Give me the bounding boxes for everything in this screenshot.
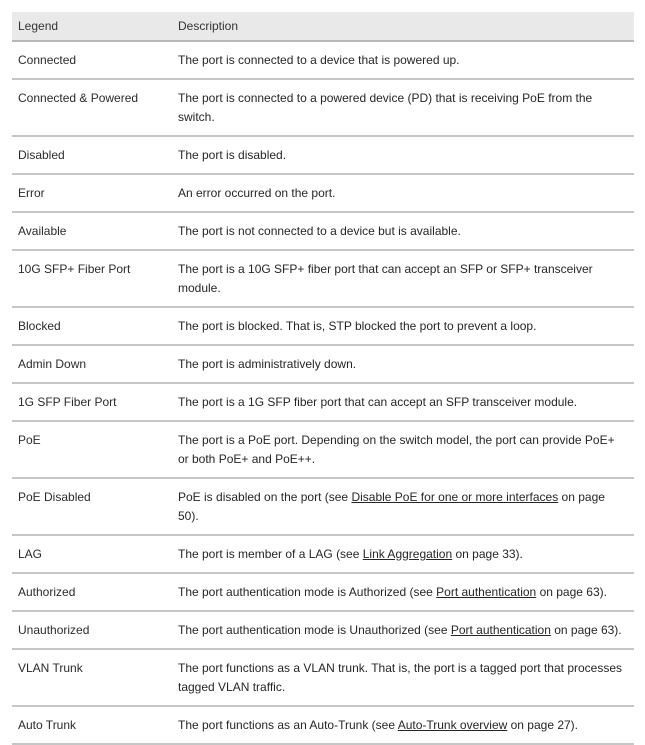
table-row (12, 478, 634, 535)
description-text: The port functions as a VLAN trunk. That is, the port is a tagged port that processes tagged VLAN traffic. (178, 661, 623, 694)
legend-cell: PoE (12, 421, 172, 478)
legend-cell: LAG (12, 535, 172, 573)
description-column-header: Description (172, 12, 634, 41)
legend-cell: Authorized (12, 573, 172, 611)
description-text: The port is disabled. (178, 148, 287, 162)
table-row (12, 250, 634, 307)
description-cell (172, 307, 634, 345)
description-cell (172, 79, 634, 136)
description-text: The port is connected to a device that is powered up. (178, 53, 460, 67)
table-row (12, 649, 634, 706)
legend-cell: Auto Trunk (12, 706, 172, 744)
cross-reference-link[interactable]: Port authentication (436, 585, 537, 599)
table-row (12, 611, 634, 649)
legend-table (12, 12, 634, 745)
legend-cell: Unauthorized (12, 611, 172, 649)
cross-reference-link[interactable]: Link Aggregation (362, 547, 453, 561)
description-text: The port is connected to a powered device (PD) that is receiving PoE from the switch. (178, 91, 593, 124)
table-body (12, 41, 634, 744)
description-text: The port is blocked. That is, STP blocked the port to prevent a loop. (178, 319, 537, 333)
description-cell (172, 478, 634, 535)
legend-cell: Blocked (12, 307, 172, 345)
legend-column-header: Legend (12, 12, 172, 41)
legend-table-container (12, 12, 634, 745)
legend-cell: Available (12, 212, 172, 250)
description-text: on page 33). (452, 547, 523, 561)
description-cell (172, 250, 634, 307)
description-cell (172, 174, 634, 212)
description-text: on page 63). (550, 623, 622, 637)
table-row (12, 383, 634, 421)
description-cell (172, 212, 634, 250)
description-text: The port authentication mode is Authorized (see (178, 585, 437, 599)
legend-cell: PoE Disabled (12, 478, 172, 535)
legend-cell: 10G SFP+ Fiber Port (12, 250, 172, 307)
description-cell (172, 535, 634, 573)
legend-cell: Admin Down (12, 345, 172, 383)
description-cell (172, 421, 634, 478)
description-text: The port is a 1G SFP fiber port that can accept an SFP transceiver module. (178, 395, 578, 409)
description-text: An error occurred on the port. (178, 186, 336, 200)
description-cell (172, 706, 634, 744)
legend-cell: Disabled (12, 136, 172, 174)
description-cell (172, 41, 634, 79)
description-text: on page 27). (507, 718, 579, 732)
legend-cell: Connected (12, 41, 172, 79)
table-row (12, 535, 634, 573)
description-text: PoE is disabled on the port (see (178, 490, 352, 504)
table-row (12, 345, 634, 383)
legend-cell: 1G SFP Fiber Port (12, 383, 172, 421)
cross-reference-link[interactable]: Auto-Trunk overview (397, 718, 508, 732)
description-cell (172, 649, 634, 706)
legend-cell: VLAN Trunk (12, 649, 172, 706)
table-row (12, 212, 634, 250)
description-text: The port is a PoE port. Depending on the switch model, the port can provide PoE+ or both PoE+ and PoE++. (178, 433, 615, 466)
table-row (12, 136, 634, 174)
description-text: The port is not connected to a device but is available. (178, 224, 461, 238)
description-cell (172, 136, 634, 174)
table-row (12, 573, 634, 611)
cross-reference-link[interactable]: Disable PoE for one or more interfaces (351, 490, 559, 504)
description-text: on page 50). (178, 490, 605, 523)
legend-cell: Connected & Powered (12, 79, 172, 136)
description-cell (172, 345, 634, 383)
description-text: The port is administratively down. (178, 357, 357, 371)
legend-cell: Error (12, 174, 172, 212)
description-cell (172, 383, 634, 421)
description-text: The port authentication mode is Unauthorized (see (178, 623, 451, 637)
table-header-row (12, 12, 634, 41)
cross-reference-link[interactable]: Port authentication (450, 623, 551, 637)
table-row (12, 41, 634, 79)
table-row (12, 79, 634, 136)
table-row (12, 307, 634, 345)
description-cell (172, 573, 634, 611)
description-text: The port functions as an Auto-Trunk (see (178, 718, 398, 732)
description-text: The port is member of a LAG (see (178, 547, 363, 561)
description-cell (172, 611, 634, 649)
table-row (12, 174, 634, 212)
table-row (12, 421, 634, 478)
description-text: The port is a 10G SFP+ fiber port that can accept an SFP or SFP+ transceiver module. (178, 262, 593, 295)
table-row (12, 706, 634, 744)
description-text: on page 63). (536, 585, 607, 599)
